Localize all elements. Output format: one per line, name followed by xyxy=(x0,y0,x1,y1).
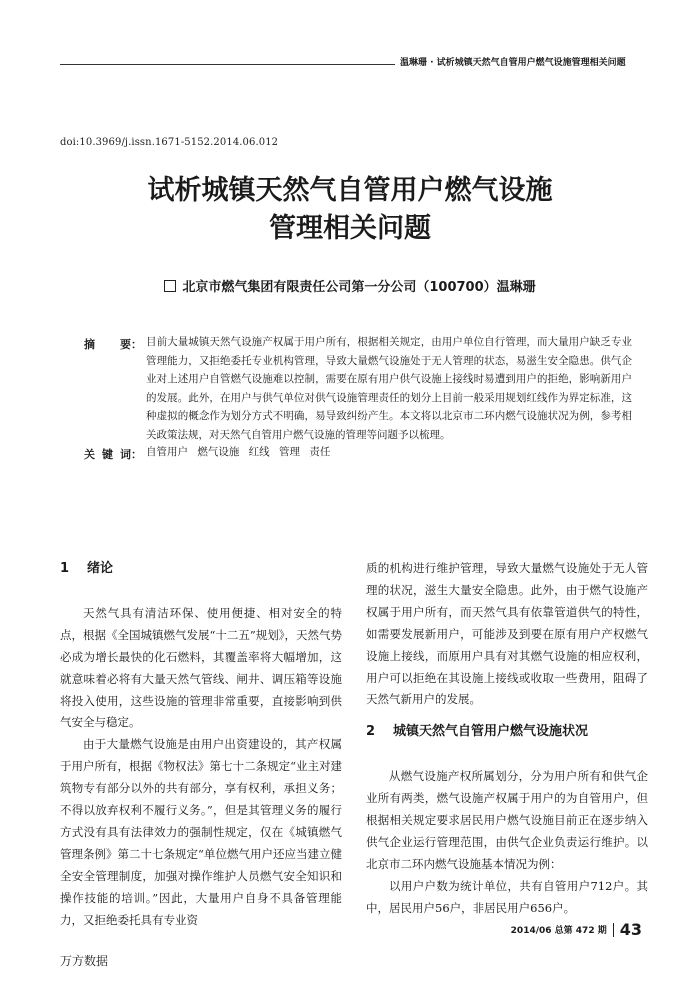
section-heading-1 xyxy=(60,558,342,580)
page-number: 43 xyxy=(619,920,642,939)
author-text: 北京市燃气集团有限责任公司第一分公司（100700）温琳珊 xyxy=(182,280,536,295)
article-title xyxy=(60,172,640,248)
checkbox-square-icon xyxy=(164,280,176,292)
article-title-line1: 试析城镇天然气自管用户燃气设施 xyxy=(147,175,553,206)
section-number: 2 xyxy=(366,724,376,740)
section-number: 1 xyxy=(60,561,70,576)
doi: doi:10.3969/j.issn.1671-5152.2014.06.012 xyxy=(60,137,279,148)
paragraph: 从燃气设施产权所属划分，分为用户所有和供气企业所有两类，燃气设施产权属于用户的为自管用户，但根据相关规定要求居民用户燃气设施目前正在逐步纳入供气企业运行管理范围，由供气企业负责运行维护。以北京市二环内燃气设施基本情况为例： xyxy=(366,769,648,871)
article-title-line2: 管理相关问题 xyxy=(269,213,431,244)
keywords-label xyxy=(84,446,142,462)
watermark: 万方数据 xyxy=(60,954,109,968)
abstract-label xyxy=(84,336,142,352)
section-heading-2 xyxy=(366,721,648,743)
abstract-label-part: 摘 xyxy=(84,338,95,351)
paragraph: 由于大量燃气设施是由用户出资建设的，其产权属于用户所有，根据《物权法》第七十二条规定“业主对建筑物专有部分以外的共有部分，享有权利，承担义务；不得以放弃权利不履行义务。”，但是其管理义务的履行方式没有具有法律效力的强制性规定，仅在《城镇燃气管理条例》第二十七条规定“单位燃气用户还应当建立健全安全管理制度，加强对操作维护人员燃气安全知识和操作技能的培训。”因此，大量用户自身不具备管理能力，又拒绝委托具有专业资 xyxy=(60,737,342,927)
abstract-text: 目前大量城镇天然气设施产权属于用户所有，根据相关规定，由用户单位自行管理，而大量用户缺乏专业管理能力，又拒绝委托专业机构管理，导致大量燃气设施处于无人管理的状态，易滋生安全隐患。供气企业对上述用户自管燃气设施难以控制，需要在原有用户供气设施上接线时易遭到用户的拒绝，影响新用户的发展。此外，在用户与供气单位对供气设施管理责任的划分上目前一般采用规划红线作为界定标准，这种虚拟的概念作为划分方式不明确，易导致纠纷产生。本文将以北京市二环内燃气设施状况为例，参考相关政策法规，对天然气自管用户燃气设施的管理等问题予以梳理。 xyxy=(146,336,632,441)
paragraph: 以用户户数为统计单位，共有自管用户712户。其中，居民用户56户，非居民用户656户。 xyxy=(366,878,648,915)
abstract-label-part: 要： xyxy=(120,338,142,351)
left-column xyxy=(60,558,342,932)
keywords-text: 自管用户 燃气设施 红线 管理 责任 xyxy=(146,446,331,458)
paragraph: 天然气具有清洁环保、使用便捷、相对安全的特点，根据《全国城镇燃气发展“十二五”规划》，天然气势必成为增长最快的化石燃料，其覆盖率将大幅增加，这就意味着必将有大量天然气管线、闸井、调压箱等设施将投入使用，这些设施的管理非常重要，直接影响到供气安全与稳定。 xyxy=(60,605,343,730)
keywords-label-part: 关 xyxy=(84,448,95,461)
page-footer xyxy=(511,920,642,939)
author-line xyxy=(60,276,640,295)
footer-divider xyxy=(613,923,614,937)
section-title: 绪论 xyxy=(87,561,114,576)
header-rule xyxy=(60,64,395,65)
keywords-label-part: 键 xyxy=(102,448,113,461)
keywords-label-part: 词： xyxy=(120,448,142,461)
running-header: 温琳珊 · 试析城镇天然气自管用户燃气设施管理相关问题 xyxy=(400,58,626,68)
section-title: 城镇天然气自管用户燃气设施状况 xyxy=(393,724,589,740)
issue-info: 2014/06 总第 472 期 xyxy=(510,926,607,936)
right-column xyxy=(366,558,648,920)
paragraph: 质的机构进行维护管理，导致大量燃气设施处于无人管理的状况，滋生大量安全隐患。此外，由于燃气设施产权属于用户所有，而天然气具有依靠管道供气的特性，如需要发展新用户，可能涉及到要在原有用户产权燃气设施上接线，而原用户具有对其燃气设施的相应权利，用户可以拒绝在其设施上接线或收取一些费用，阻碍了天然气新用户的发展。 xyxy=(366,561,648,707)
